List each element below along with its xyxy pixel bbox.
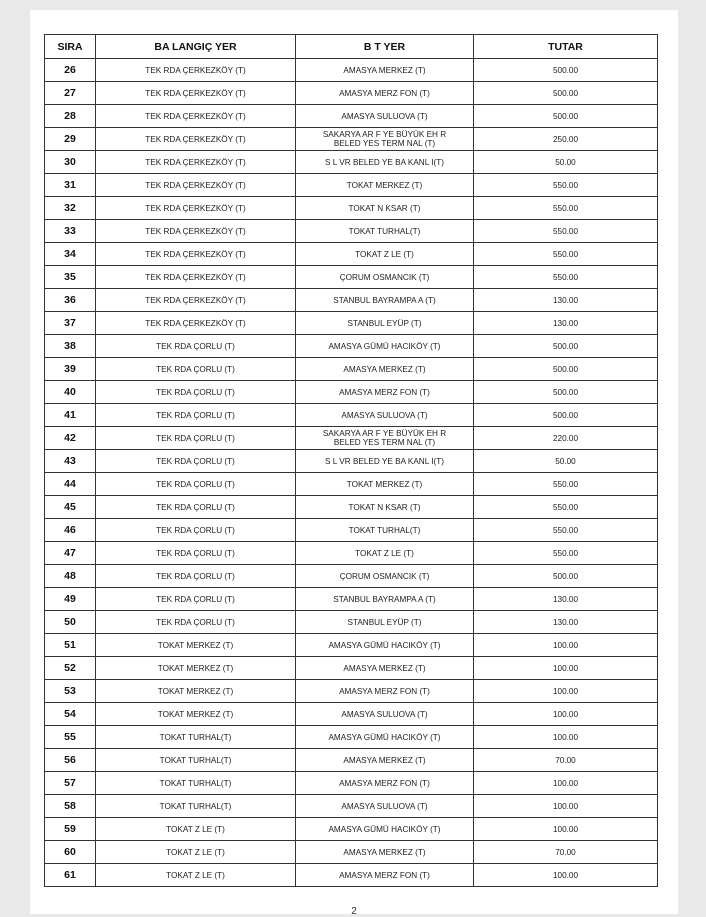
start-location: TEK RDA ÇORLU (T) xyxy=(96,381,296,404)
row-number: 50 xyxy=(45,611,96,634)
row-number: 58 xyxy=(45,795,96,818)
table-row xyxy=(45,358,658,381)
end-location xyxy=(296,312,474,335)
start-location: TOKAT Z LE (T) xyxy=(96,841,296,864)
row-number: 27 xyxy=(45,82,96,105)
table-row xyxy=(45,680,658,703)
end-location-line: TOKAT MERKEZ (T) xyxy=(346,479,423,489)
end-location xyxy=(296,726,474,749)
amount: 500.00 xyxy=(474,565,658,588)
end-location xyxy=(296,450,474,473)
table-header-row xyxy=(45,35,658,59)
end-location-line: AMASYA MERZ FON (T) xyxy=(339,387,430,397)
end-location xyxy=(296,82,474,105)
start-location: TOKAT MERKEZ (T) xyxy=(96,703,296,726)
start-location: TOKAT TURHAL(T) xyxy=(96,726,296,749)
end-location xyxy=(296,358,474,381)
end-location-line: BELED YES TERM NAL (T) xyxy=(333,139,436,148)
amount: 130.00 xyxy=(474,289,658,312)
start-location: TEK RDA ÇERKEZKÖY (T) xyxy=(96,197,296,220)
end-location-line: AMASYA GÜMÜ HACIKÖY (T) xyxy=(328,640,441,650)
row-number: 34 xyxy=(45,243,96,266)
header-amount: TUTAR xyxy=(474,35,658,59)
start-location: TEK RDA ÇERKEZKÖY (T) xyxy=(96,243,296,266)
table-row xyxy=(45,105,658,128)
end-location-line: SAKARYA AR F YE BÜYÜK EH R xyxy=(322,130,447,139)
row-number: 54 xyxy=(45,703,96,726)
end-location xyxy=(296,335,474,358)
amount: 100.00 xyxy=(474,864,658,887)
end-location xyxy=(296,381,474,404)
amount: 500.00 xyxy=(474,358,658,381)
end-location-line: AMASYA MERKEZ (T) xyxy=(343,65,426,75)
row-number: 29 xyxy=(45,128,96,151)
end-location xyxy=(296,864,474,887)
row-number: 42 xyxy=(45,427,96,450)
table-row xyxy=(45,243,658,266)
table-row xyxy=(45,565,658,588)
table-row xyxy=(45,427,658,450)
table-row xyxy=(45,473,658,496)
end-location xyxy=(296,128,474,151)
start-location: TEK RDA ÇERKEZKÖY (T) xyxy=(96,312,296,335)
table-row xyxy=(45,289,658,312)
end-location xyxy=(296,174,474,197)
table-row xyxy=(45,82,658,105)
start-location: TEK RDA ÇERKEZKÖY (T) xyxy=(96,289,296,312)
end-location-line: TOKAT N KSAR (T) xyxy=(348,502,421,512)
table-row xyxy=(45,703,658,726)
row-number: 61 xyxy=(45,864,96,887)
end-location xyxy=(296,243,474,266)
amount: 550.00 xyxy=(474,243,658,266)
table-row xyxy=(45,404,658,427)
amount: 100.00 xyxy=(474,657,658,680)
table-row xyxy=(45,657,658,680)
amount: 100.00 xyxy=(474,772,658,795)
amount: 100.00 xyxy=(474,703,658,726)
amount: 70.00 xyxy=(474,749,658,772)
table-row xyxy=(45,864,658,887)
row-number: 41 xyxy=(45,404,96,427)
amount: 550.00 xyxy=(474,174,658,197)
start-location: TEK RDA ÇORLU (T) xyxy=(96,404,296,427)
row-number: 44 xyxy=(45,473,96,496)
end-location xyxy=(296,795,474,818)
start-location: TEK RDA ÇORLU (T) xyxy=(96,588,296,611)
table-row xyxy=(45,59,658,82)
start-location: TEK RDA ÇERKEZKÖY (T) xyxy=(96,174,296,197)
end-location-line: STANBUL BAYRAMPA A (T) xyxy=(333,594,436,604)
amount: 130.00 xyxy=(474,611,658,634)
amount: 130.00 xyxy=(474,312,658,335)
end-location xyxy=(296,611,474,634)
end-location xyxy=(296,588,474,611)
amount: 550.00 xyxy=(474,266,658,289)
end-location xyxy=(296,542,474,565)
table-row xyxy=(45,634,658,657)
end-location-line: AMASYA SULUOVA (T) xyxy=(341,709,428,719)
row-number: 33 xyxy=(45,220,96,243)
amount: 100.00 xyxy=(474,680,658,703)
header-start-location: BA LANGIÇ YER xyxy=(96,35,296,59)
end-location-line: AMASYA MERZ FON (T) xyxy=(339,686,430,696)
end-location-line: TOKAT Z LE (T) xyxy=(355,249,414,259)
end-location xyxy=(296,197,474,220)
amount: 130.00 xyxy=(474,588,658,611)
row-number: 32 xyxy=(45,197,96,220)
end-location-line: AMASYA GÜMÜ HACIKÖY (T) xyxy=(328,824,441,834)
table-row xyxy=(45,174,658,197)
start-location: TEK RDA ÇERKEZKÖY (T) xyxy=(96,59,296,82)
amount: 550.00 xyxy=(474,473,658,496)
amount: 100.00 xyxy=(474,726,658,749)
end-location-line: AMASYA SULUOVA (T) xyxy=(341,410,428,420)
end-location-line: AMASYA GÜMÜ HACIKÖY (T) xyxy=(328,732,441,742)
end-location-line: ÇORUM OSMANCIK (T) xyxy=(339,571,430,581)
end-location xyxy=(296,841,474,864)
row-number: 59 xyxy=(45,818,96,841)
row-number: 40 xyxy=(45,381,96,404)
row-number: 55 xyxy=(45,726,96,749)
start-location: TEK RDA ÇORLU (T) xyxy=(96,335,296,358)
row-number: 31 xyxy=(45,174,96,197)
start-location: TOKAT TURHAL(T) xyxy=(96,795,296,818)
start-location: TEK RDA ÇORLU (T) xyxy=(96,611,296,634)
table-row xyxy=(45,611,658,634)
end-location-line: TOKAT TURHAL(T) xyxy=(348,525,421,535)
table-row xyxy=(45,381,658,404)
amount: 100.00 xyxy=(474,634,658,657)
header-end-location: B T YER xyxy=(296,35,474,59)
end-location xyxy=(296,818,474,841)
header-sira: SIRA xyxy=(45,35,96,59)
row-number: 30 xyxy=(45,151,96,174)
end-location-line: STANBUL BAYRAMPA A (T) xyxy=(333,295,436,305)
document-page xyxy=(30,10,678,917)
row-number: 49 xyxy=(45,588,96,611)
end-location xyxy=(296,404,474,427)
start-location: TEK RDA ÇORLU (T) xyxy=(96,542,296,565)
start-location: TOKAT TURHAL(T) xyxy=(96,749,296,772)
start-location: TEK RDA ÇORLU (T) xyxy=(96,427,296,450)
start-location: TEK RDA ÇERKEZKÖY (T) xyxy=(96,220,296,243)
table-row xyxy=(45,772,658,795)
end-location-line: TOKAT N KSAR (T) xyxy=(348,203,421,213)
table-row xyxy=(45,749,658,772)
end-location-line: AMASYA GÜMÜ HACIKÖY (T) xyxy=(328,341,441,351)
amount: 500.00 xyxy=(474,404,658,427)
start-location: TEK RDA ÇERKEZKÖY (T) xyxy=(96,266,296,289)
end-location xyxy=(296,266,474,289)
row-number: 35 xyxy=(45,266,96,289)
start-location: TEK RDA ÇORLU (T) xyxy=(96,496,296,519)
end-location xyxy=(296,473,474,496)
table-row xyxy=(45,841,658,864)
end-location-line: AMASYA MERKEZ (T) xyxy=(343,847,426,857)
end-location xyxy=(296,59,474,82)
row-number: 56 xyxy=(45,749,96,772)
start-location: TEK RDA ÇERKEZKÖY (T) xyxy=(96,128,296,151)
amount: 50.00 xyxy=(474,151,658,174)
table-row xyxy=(45,220,658,243)
table-row xyxy=(45,496,658,519)
end-location xyxy=(296,105,474,128)
end-location-line: STANBUL EYÜP (T) xyxy=(347,318,422,328)
end-location-line: AMASYA MERZ FON (T) xyxy=(339,870,430,880)
end-location-line: AMASYA SULUOVA (T) xyxy=(341,111,428,121)
end-location-line: AMASYA MERKEZ (T) xyxy=(343,364,426,374)
row-number: 43 xyxy=(45,450,96,473)
end-location-line: AMASYA MERZ FON (T) xyxy=(339,778,430,788)
row-number: 60 xyxy=(45,841,96,864)
amount: 220.00 xyxy=(474,427,658,450)
amount: 100.00 xyxy=(474,795,658,818)
start-location: TOKAT Z LE (T) xyxy=(96,818,296,841)
amount: 500.00 xyxy=(474,82,658,105)
row-number: 48 xyxy=(45,565,96,588)
end-location xyxy=(296,749,474,772)
end-location-line: AMASYA MERKEZ (T) xyxy=(343,663,426,673)
start-location: TEK RDA ÇORLU (T) xyxy=(96,473,296,496)
amount: 500.00 xyxy=(474,59,658,82)
amount: 550.00 xyxy=(474,519,658,542)
start-location: TEK RDA ÇERKEZKÖY (T) xyxy=(96,82,296,105)
row-number: 46 xyxy=(45,519,96,542)
row-number: 57 xyxy=(45,772,96,795)
amount: 50.00 xyxy=(474,450,658,473)
end-location xyxy=(296,519,474,542)
start-location: TEK RDA ÇERKEZKÖY (T) xyxy=(96,105,296,128)
end-location-line: ÇORUM OSMANCIK (T) xyxy=(339,272,430,282)
start-location: TOKAT MERKEZ (T) xyxy=(96,680,296,703)
amount: 550.00 xyxy=(474,220,658,243)
end-location xyxy=(296,565,474,588)
end-location-line: AMASYA MERZ FON (T) xyxy=(339,88,430,98)
end-location-line: BELED YES TERM NAL (T) xyxy=(333,438,436,447)
start-location: TOKAT TURHAL(T) xyxy=(96,772,296,795)
end-location-line: STANBUL EYÜP (T) xyxy=(347,617,422,627)
amount: 100.00 xyxy=(474,818,658,841)
end-location-line: SAKARYA AR F YE BÜYÜK EH R xyxy=(322,429,447,438)
end-location xyxy=(296,657,474,680)
row-number: 53 xyxy=(45,680,96,703)
end-location-line: S L VR BELED YE BA KANL I(T) xyxy=(325,456,444,466)
row-number: 47 xyxy=(45,542,96,565)
start-location: TEK RDA ÇORLU (T) xyxy=(96,450,296,473)
start-location: TEK RDA ÇORLU (T) xyxy=(96,565,296,588)
table-body xyxy=(45,59,658,887)
page-number: 2 xyxy=(351,906,357,917)
start-location: TOKAT MERKEZ (T) xyxy=(96,634,296,657)
end-location xyxy=(296,151,474,174)
table-row xyxy=(45,818,658,841)
table-row xyxy=(45,542,658,565)
table-row xyxy=(45,795,658,818)
table-row xyxy=(45,128,658,151)
end-location-line: TOKAT Z LE (T) xyxy=(355,548,414,558)
end-location xyxy=(296,220,474,243)
table-row xyxy=(45,266,658,289)
amount: 550.00 xyxy=(474,542,658,565)
amount: 70.00 xyxy=(474,841,658,864)
end-location xyxy=(296,496,474,519)
end-location xyxy=(296,634,474,657)
amount: 550.00 xyxy=(474,197,658,220)
end-location xyxy=(296,703,474,726)
amount: 550.00 xyxy=(474,496,658,519)
amount: 250.00 xyxy=(474,128,658,151)
start-location: TEK RDA ÇORLU (T) xyxy=(96,358,296,381)
table-row xyxy=(45,519,658,542)
row-number: 51 xyxy=(45,634,96,657)
table-row xyxy=(45,588,658,611)
table-row xyxy=(45,450,658,473)
start-location: TOKAT Z LE (T) xyxy=(96,864,296,887)
end-location xyxy=(296,427,474,450)
amount: 500.00 xyxy=(474,335,658,358)
end-location xyxy=(296,772,474,795)
fare-table xyxy=(44,34,658,887)
row-number: 26 xyxy=(45,59,96,82)
end-location xyxy=(296,680,474,703)
end-location-line: AMASYA MERKEZ (T) xyxy=(343,755,426,765)
table-row xyxy=(45,726,658,749)
end-location-line: TOKAT MERKEZ (T) xyxy=(346,180,423,190)
amount: 500.00 xyxy=(474,381,658,404)
table-row xyxy=(45,151,658,174)
table-row xyxy=(45,335,658,358)
row-number: 38 xyxy=(45,335,96,358)
row-number: 52 xyxy=(45,657,96,680)
end-location-line: S L VR BELED YE BA KANL I(T) xyxy=(325,157,444,167)
start-location: TEK RDA ÇERKEZKÖY (T) xyxy=(96,151,296,174)
start-location: TOKAT MERKEZ (T) xyxy=(96,657,296,680)
table-row xyxy=(45,312,658,335)
table-row xyxy=(45,197,658,220)
end-location xyxy=(296,289,474,312)
row-number: 45 xyxy=(45,496,96,519)
amount: 500.00 xyxy=(474,105,658,128)
end-location-line: AMASYA SULUOVA (T) xyxy=(341,801,428,811)
row-number: 28 xyxy=(45,105,96,128)
row-number: 36 xyxy=(45,289,96,312)
end-location-line: TOKAT TURHAL(T) xyxy=(348,226,421,236)
row-number: 37 xyxy=(45,312,96,335)
start-location: TEK RDA ÇORLU (T) xyxy=(96,519,296,542)
row-number: 39 xyxy=(45,358,96,381)
